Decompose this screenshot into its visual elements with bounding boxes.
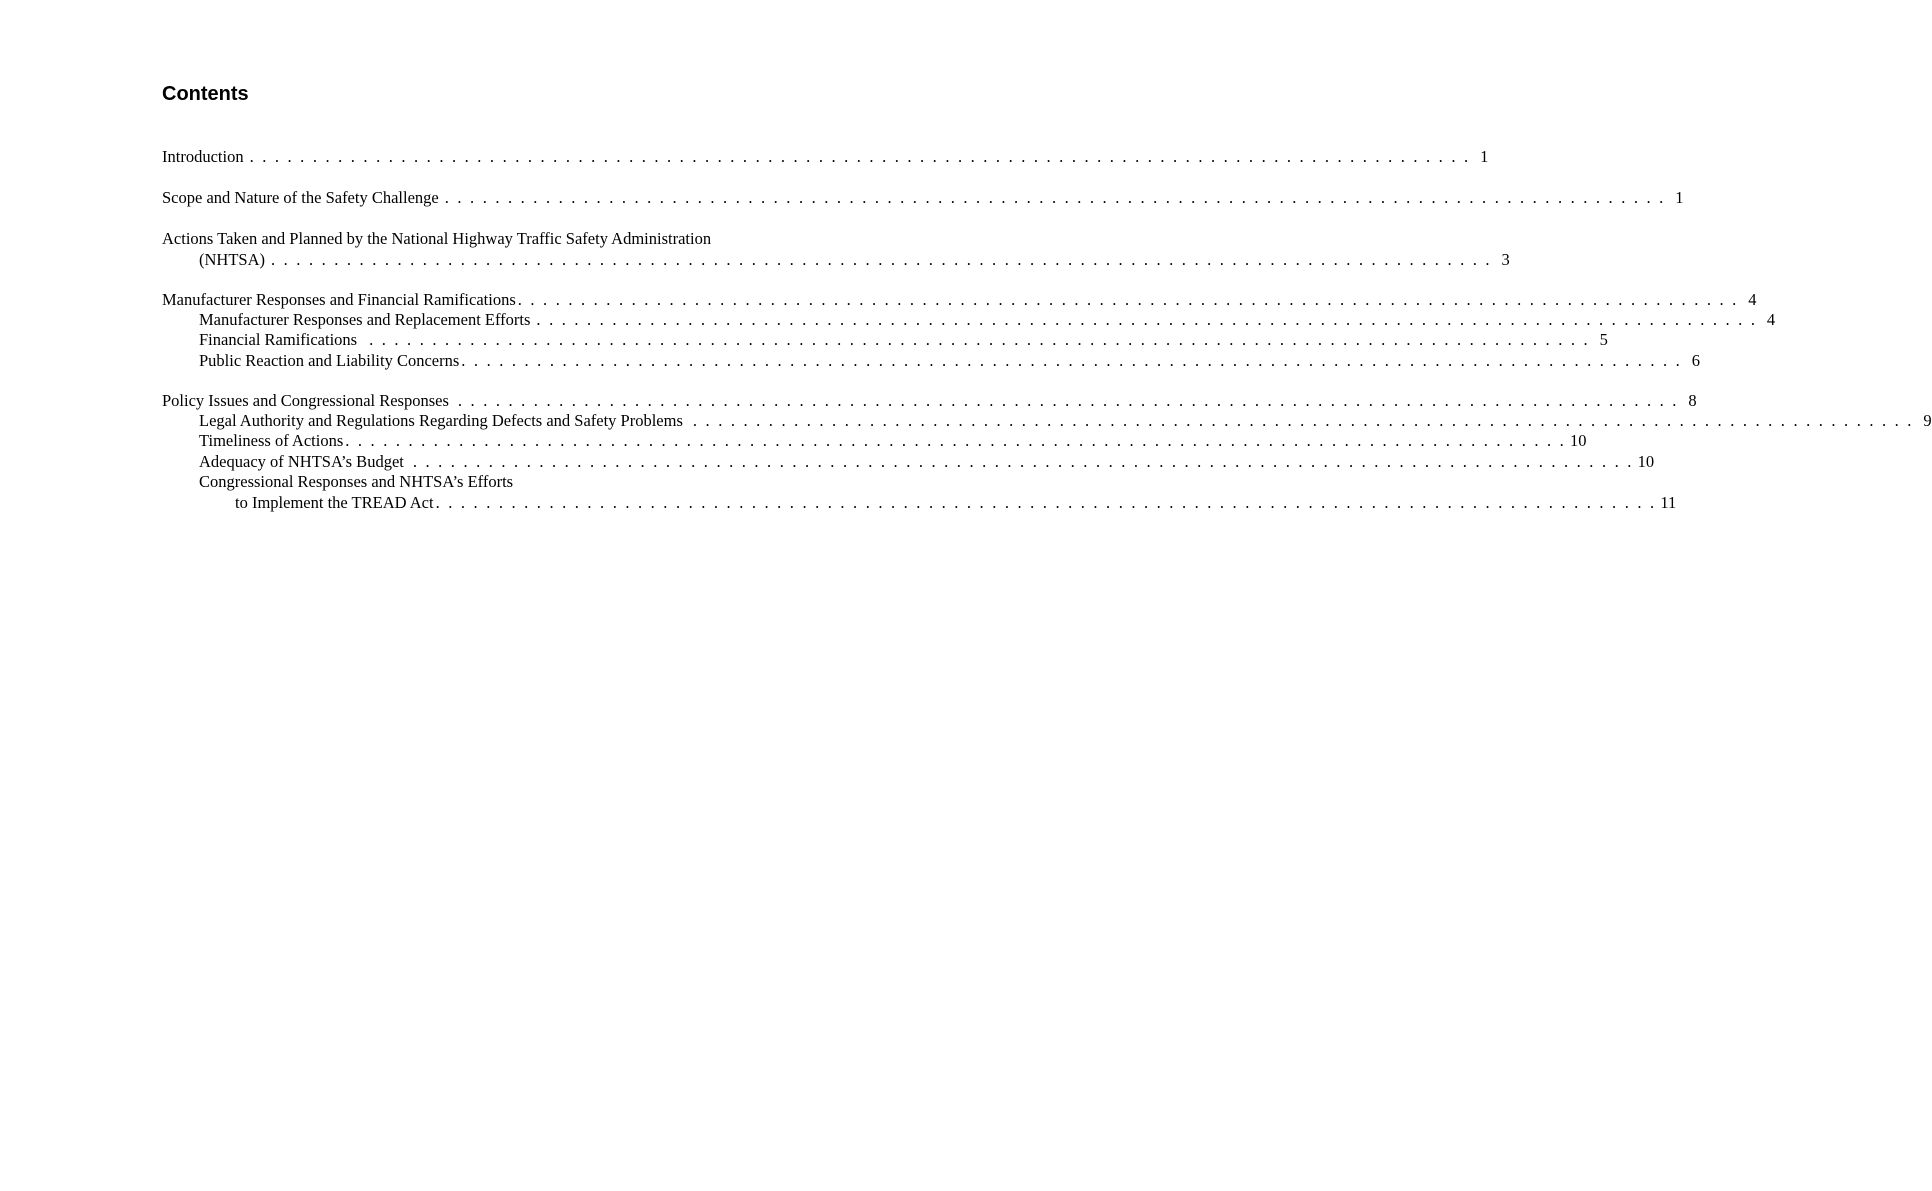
dot-leader: . . . . . . . . . . . . . . . . . . . . . . . . . . . . . . . . . . . . . . . . . . . . . . . . . . . . . . . . . . . . . . . . . . . . . . . . . . . . . . . . . . . . . . . . . . . . . . . . . <box>345 431 1566 450</box>
dot-leader: . . . . . . . . . . . . . . . . . . . . . . . . . . . . . . . . . . . . . . . . . . . . . . . . . . . . . . . . . . . . . . . . . . . . . . . . . . . . . . . . . . . . . . . . . . . . . . . . . <box>692 411 1914 430</box>
toc-entry-title: Actions Taken and Planned by the National Highway Traffic Safety Administration <box>162 229 712 248</box>
dot-leader: . . . . . . . . . . . . . . . . . . . . . . . . . . . . . . . . . . . . . . . . . . . . . . . . . . . . . . . . . . . . . . . . . . . . . . . . . . . . . . . . . . . . . . . . . . . . . . . . . <box>369 330 1590 349</box>
dot-leader: . . . . . . . . . . . . . . . . . . . . . . . . . . . . . . . . . . . . . . . . . . . . . . . . . . . . . . . . . . . . . . . . . . . . . . . . . . . . . . . . . . . . . . . . . . . . . . . . . <box>444 188 1666 207</box>
toc-entry-page: 10 <box>1569 431 1587 450</box>
dot-leader: . . . . . . . . . . . . . . . . . . . . . . . . . . . . . . . . . . . . . . . . . . . . . . . . . . . . . . . . . . . . . . . . . . . . . . . . . . . . . . . . . . . . . . . . . . . . . . . . . <box>457 391 1679 410</box>
dot-leader: . . . . . . . . . . . . . . . . . . . . . . . . . . . . . . . . . . . . . . . . . . . . . . . . . . . . . . . . . . . . . . . . . . . . . . . . . . . . . . . . . . . . . . . . . . . . . . . . . <box>412 452 1634 471</box>
toc-subentry-congressional-continued[interactable] <box>235 493 1677 513</box>
toc-subentry-timeliness[interactable] <box>199 431 1587 451</box>
contents-heading: Contents <box>162 83 249 105</box>
toc-entry-title: Manufacturer Responses and Replacement Efforts <box>199 310 531 329</box>
toc-subentry-congressional[interactable] <box>199 472 759 492</box>
toc-entry-page: 4 <box>1766 310 1776 329</box>
toc-entry-page: 1 <box>1480 147 1489 166</box>
toc-entry-scope[interactable] <box>162 188 1684 208</box>
toc-entry-page: 4 <box>1748 290 1757 309</box>
toc-entry-page: 9 <box>1923 411 1932 430</box>
toc-subentry-financial-ramifications[interactable] <box>199 330 1608 350</box>
toc-entry-title-continued: (NHTSA) <box>199 250 265 269</box>
toc-entry-page: 8 <box>1688 391 1697 410</box>
toc-entry-title: Adequacy of NHTSA’s Budget <box>199 452 404 471</box>
toc-entry-title: Financial Ramifications <box>199 330 358 349</box>
toc-entry-title: Timeliness of Actions <box>199 431 344 450</box>
dot-leader: . . . . . . . . . . . . . . . . . . . . . . . . . . . . . . . . . . . . . . . . . . . . . . . . . . . . . . . . . . . . . . . . . . . . . . . . . . . . . . . . . . . . . . . . . . . . . . . . . <box>249 147 1471 166</box>
toc-subentry-budget[interactable] <box>199 452 1655 472</box>
toc-entry-actions[interactable] <box>162 229 759 249</box>
toc-entry-title: Congressional Responses and NHTSA’s Efforts <box>199 472 514 491</box>
toc-subentry-public-reaction[interactable] <box>199 351 1701 371</box>
toc-entry-title: Manufacturer Responses and Financial Ramifications <box>162 290 516 309</box>
toc-entry-introduction[interactable] <box>162 147 1489 167</box>
toc-entry-title: Legal Authority and Regulations Regarding Defects and Safety Problems <box>199 411 683 430</box>
toc-subentry-replacement-efforts[interactable] <box>199 310 1776 330</box>
toc-entry-page: 10 <box>1637 452 1655 471</box>
toc-entry-actions-continued[interactable] <box>199 250 1510 270</box>
dot-leader: . . . . . . . . . . . . . . . . . . . . . . . . . . . . . . . . . . . . . . . . . . . . . . . . . . . . . . . . . . . . . . . . . . . . . . . . . . . . . . . . . . . . . . . . . . . . . . . . . <box>271 250 1492 269</box>
toc-entry-policy[interactable] <box>162 391 1697 411</box>
toc-entry-title-continued: to Implement the TREAD Act <box>235 493 434 512</box>
toc-entry-title: Policy Issues and Congressional Responses <box>162 391 449 410</box>
toc-entry-page: 6 <box>1691 351 1701 370</box>
dot-leader: . . . . . . . . . . . . . . . . . . . . . . . . . . . . . . . . . . . . . . . . . . . . . . . . . . . . . . . . . . . . . . . . . . . . . . . . . . . . . . . . . . . . . . . . . . . . . . . . . <box>461 351 1683 370</box>
toc-entry-title: Introduction <box>162 147 244 166</box>
toc-entry-page: 1 <box>1675 188 1684 207</box>
toc-subentry-legal-authority[interactable] <box>199 411 1932 431</box>
toc-entry-page: 11 <box>1660 493 1677 512</box>
toc-entry-title: Public Reaction and Liability Concerns <box>199 351 460 370</box>
dot-leader: . . . . . . . . . . . . . . . . . . . . . . . . . . . . . . . . . . . . . . . . . . . . . . . . . . . . . . . . . . . . . . . . . . . . . . . . . . . . . . . . . . . . . . . . . . . . . . . . . <box>517 290 1739 309</box>
toc-entry-title: Scope and Nature of the Safety Challenge <box>162 188 439 207</box>
dot-leader: . . . . . . . . . . . . . . . . . . . . . . . . . . . . . . . . . . . . . . . . . . . . . . . . . . . . . . . . . . . . . . . . . . . . . . . . . . . . . . . . . . . . . . . . . . . . . . . . . <box>435 493 1657 512</box>
dot-leader: . . . . . . . . . . . . . . . . . . . . . . . . . . . . . . . . . . . . . . . . . . . . . . . . . . . . . . . . . . . . . . . . . . . . . . . . . . . . . . . . . . . . . . . . . . . . . . . . . <box>536 310 1758 329</box>
toc-entry-page: 3 <box>1501 250 1510 269</box>
toc-entry-page: 5 <box>1599 330 1608 349</box>
toc-entry-manufacturer[interactable] <box>162 290 1757 310</box>
